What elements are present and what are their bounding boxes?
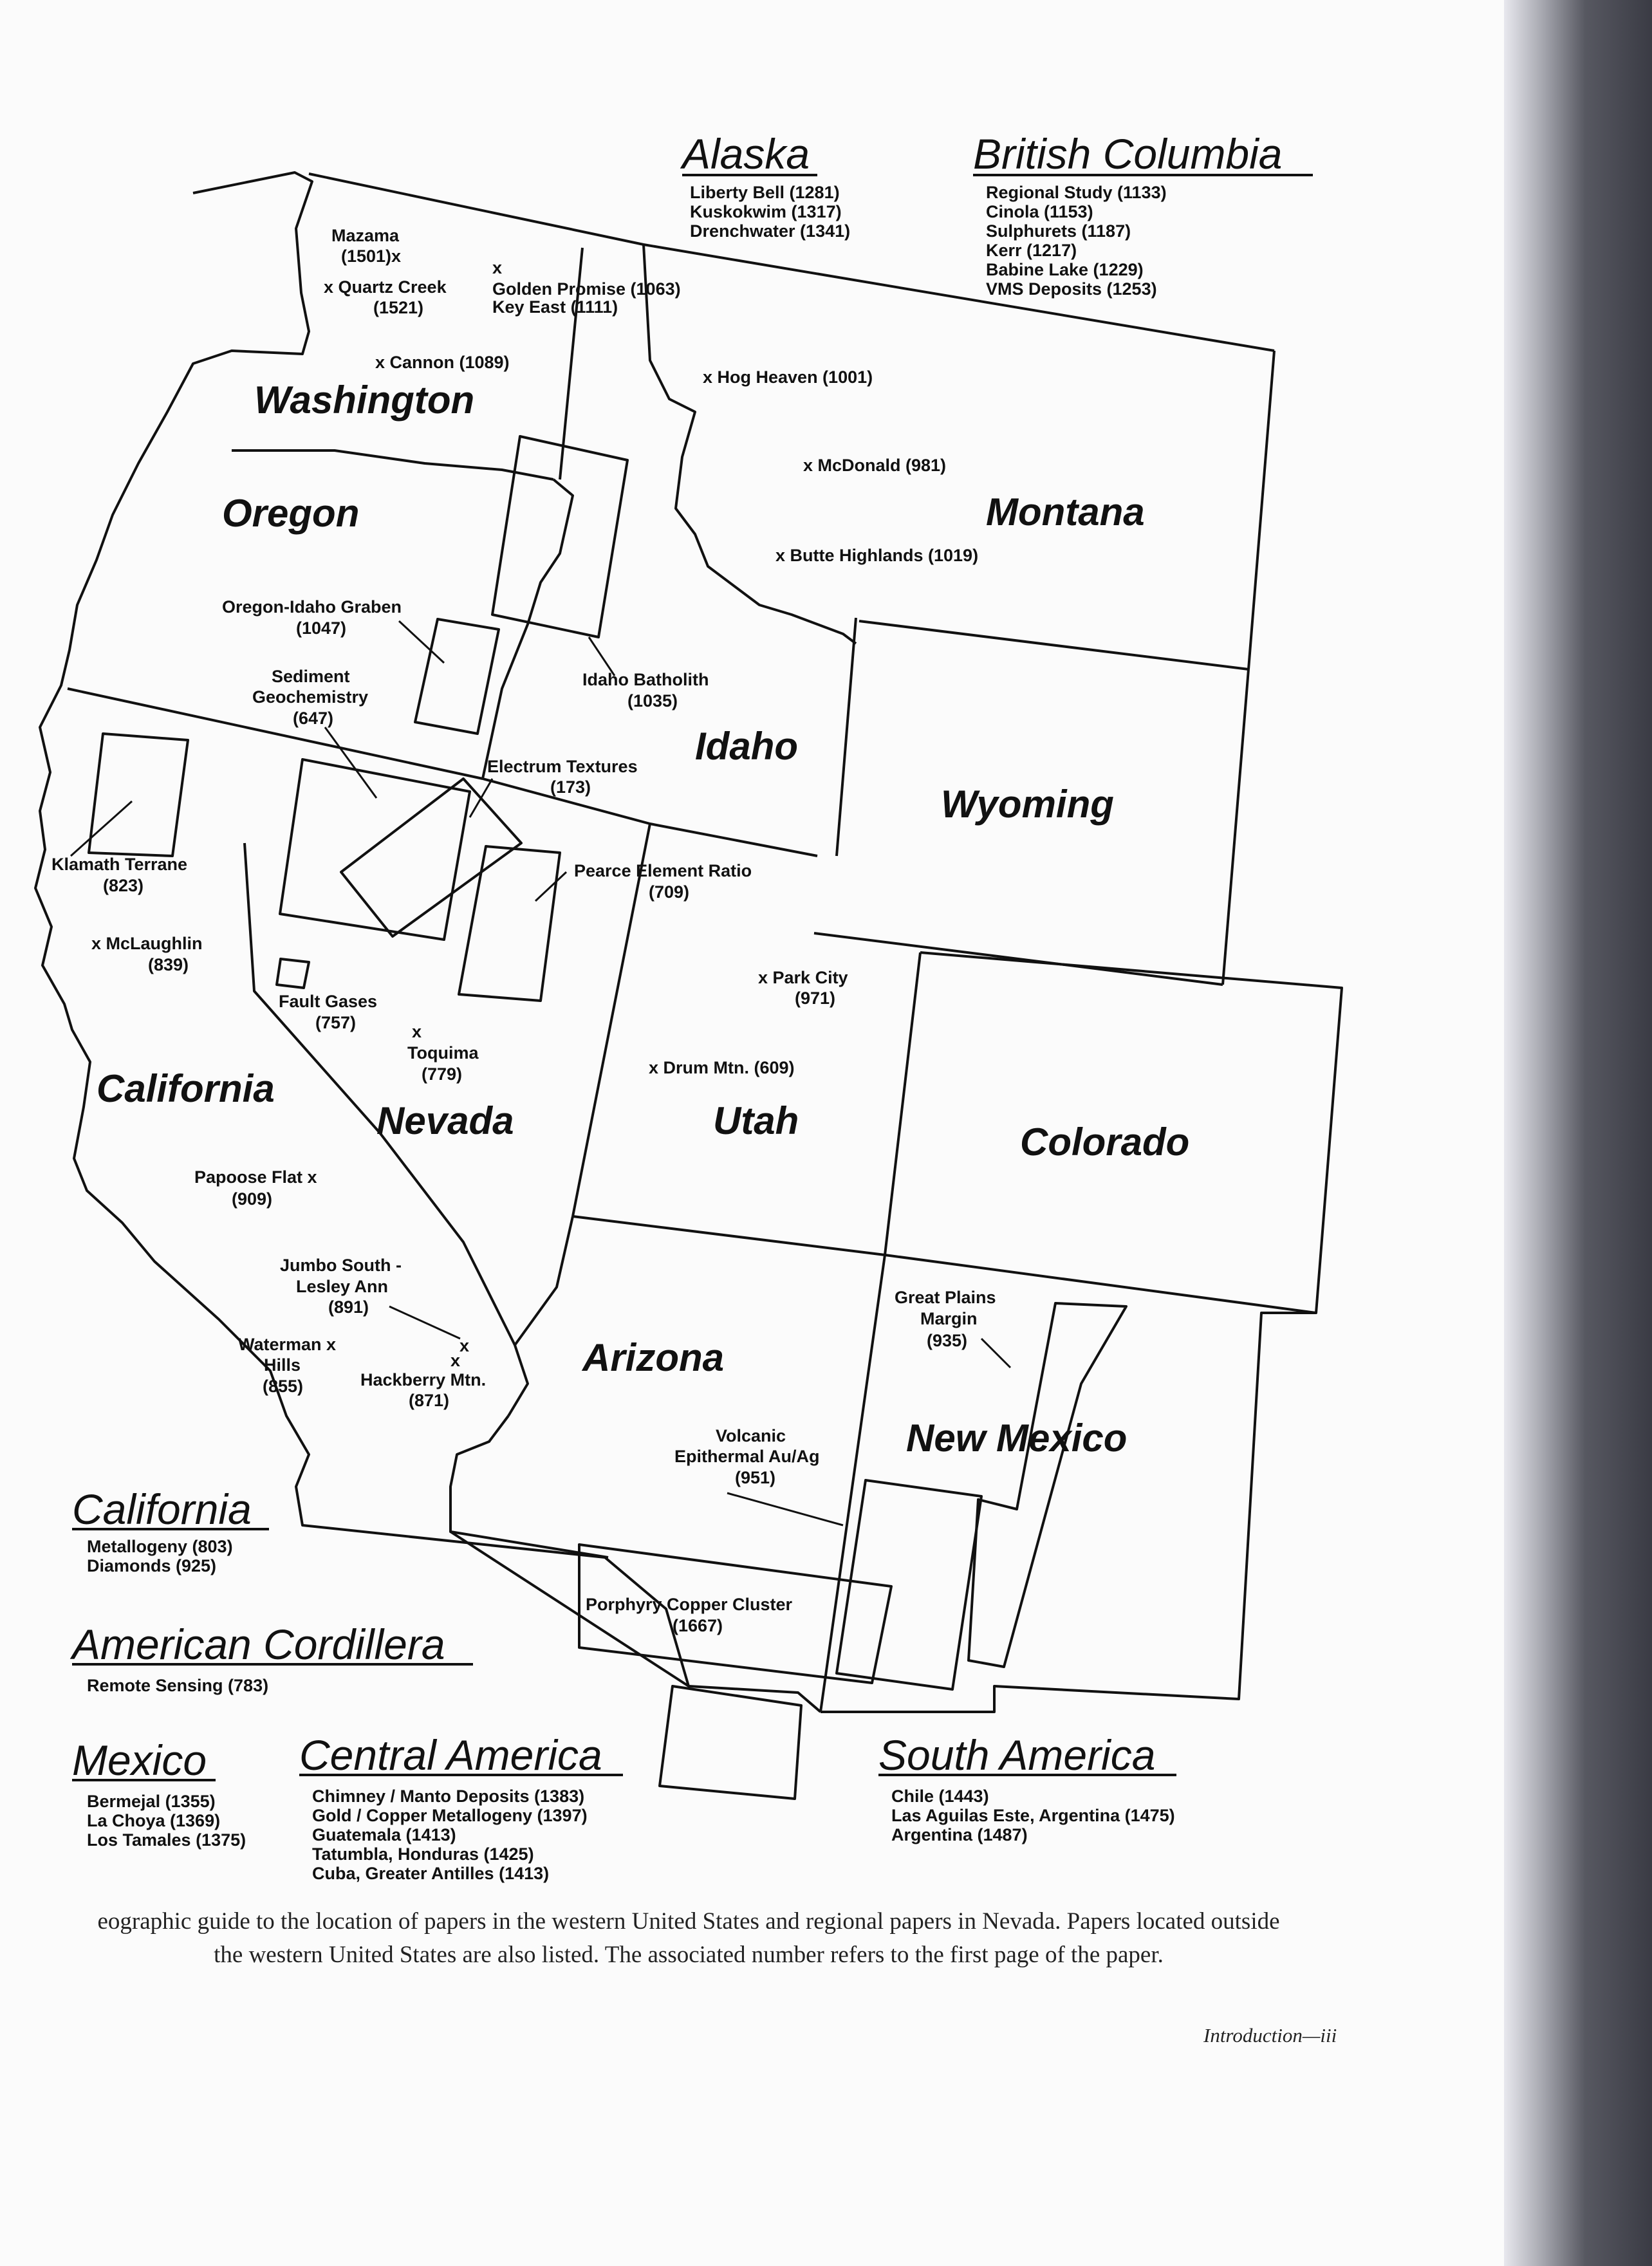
state-wyoming: Wyoming bbox=[941, 783, 1114, 826]
paper-ca-am-5: Cuba, Greater Antilles (1413) bbox=[312, 1864, 550, 1883]
svg-text:x Park City: x Park City bbox=[758, 968, 848, 987]
paper-mexico-3: Los Tamales (1375) bbox=[87, 1830, 246, 1850]
id-wy-border bbox=[837, 618, 856, 856]
state-new-mexico: New Mexico bbox=[906, 1416, 1128, 1460]
svg-text:(647): (647) bbox=[293, 709, 334, 728]
site-klamath-terrane bbox=[51, 855, 187, 895]
mexico-border bbox=[450, 1532, 821, 1712]
montana-east bbox=[1248, 351, 1274, 669]
svg-text:x Hog Heaven (1001): x Hog Heaven (1001) bbox=[703, 367, 873, 387]
svg-text:(951): (951) bbox=[735, 1468, 776, 1487]
site-drum-mtn bbox=[649, 1058, 795, 1077]
svg-text:Electrum Textures: Electrum Textures bbox=[487, 757, 638, 776]
svg-text:(909): (909) bbox=[232, 1189, 273, 1209]
wy-south bbox=[814, 933, 1223, 985]
region-title-american-cordillera: American Cordillera bbox=[72, 1621, 445, 1668]
paper-ca-1: Metallogeny (803) bbox=[87, 1537, 233, 1556]
state-washington: Washington bbox=[254, 378, 475, 422]
site-great-plains-margin bbox=[895, 1288, 996, 1350]
state-idaho: Idaho bbox=[695, 725, 798, 768]
page-footer: Introduction—iii bbox=[1203, 2024, 1337, 2047]
region-title-south-america: South America bbox=[878, 1731, 1156, 1779]
svg-text:(971): (971) bbox=[795, 989, 836, 1008]
arrow-electrum bbox=[470, 779, 492, 817]
site-mclaughlin bbox=[91, 934, 203, 974]
svg-text:(839): (839) bbox=[148, 955, 189, 974]
paper-sa-2: Las Aguilas Este, Argentina (1475) bbox=[891, 1806, 1175, 1825]
paper-mexico-1: Bermejal (1355) bbox=[87, 1792, 216, 1811]
electrum-textures-box bbox=[341, 779, 521, 936]
svg-text:Toquima: Toquima bbox=[407, 1043, 479, 1063]
svg-text:Great Plains: Great Plains bbox=[895, 1288, 996, 1307]
site-porphyry-copper-cluster bbox=[586, 1595, 793, 1635]
site-pearce-element-ratio bbox=[574, 861, 752, 902]
svg-text:Jumbo South -: Jumbo South - bbox=[280, 1256, 402, 1275]
oregon-idaho-graben-box bbox=[415, 619, 499, 734]
svg-text:(709): (709) bbox=[649, 882, 690, 902]
site-electrum-textures bbox=[487, 757, 638, 797]
arrow-sediment-geochem bbox=[325, 727, 376, 798]
svg-text:x Cannon (1089): x Cannon (1089) bbox=[375, 353, 510, 372]
id-mt-border bbox=[644, 245, 856, 644]
ut-south bbox=[573, 1216, 885, 1255]
state-colorado: Colorado bbox=[1020, 1120, 1190, 1164]
svg-text:Epithermal Au/Ag: Epithermal Au/Ag bbox=[674, 1447, 820, 1466]
fault-gases-box bbox=[277, 959, 309, 988]
arrow-pearce bbox=[535, 872, 566, 901]
caption-line-1: eographic guide to the location of papers in the western United States and regional papers in Nevada. Papers located outside bbox=[97, 1908, 1280, 1935]
paper-sa-1: Chile (1443) bbox=[891, 1787, 989, 1806]
svg-text:Key East (1111): Key East (1111) bbox=[492, 297, 618, 317]
region-title-california: California bbox=[72, 1485, 252, 1533]
svg-text:x: x bbox=[459, 1336, 470, 1355]
svg-text:Oregon-Idaho Graben: Oregon-Idaho Graben bbox=[222, 597, 402, 617]
site-toquima bbox=[407, 1022, 479, 1084]
site-jumbo-south bbox=[280, 1256, 402, 1317]
paper-ca-am-1: Chimney / Manto Deposits (1383) bbox=[312, 1787, 585, 1806]
svg-text:x Quartz Creek: x Quartz Creek bbox=[324, 277, 447, 297]
region-title-central-america: Central America bbox=[299, 1731, 602, 1779]
arrow-klamath bbox=[71, 801, 132, 856]
svg-text:x McLaughlin: x McLaughlin bbox=[91, 934, 203, 953]
paper-ca-2: Diamonds (925) bbox=[87, 1556, 217, 1575]
svg-text:(173): (173) bbox=[550, 777, 591, 797]
arrow-oregon-idaho-graben bbox=[399, 621, 444, 663]
paper-bc-3: Sulphurets (1187) bbox=[986, 221, 1131, 241]
svg-text:Klamath Terrane: Klamath Terrane bbox=[51, 855, 188, 874]
site-hackberry-mtn bbox=[360, 1336, 486, 1410]
state-borders bbox=[35, 172, 1342, 1712]
site-fault-gases bbox=[279, 992, 377, 1032]
paper-alaska-3: Drenchwater (1341) bbox=[690, 221, 851, 241]
pearce-element-ratio-box bbox=[459, 846, 560, 1001]
mexico-porphyry-box bbox=[660, 1686, 801, 1799]
svg-text:(779): (779) bbox=[422, 1064, 463, 1084]
svg-text:Hackberry Mtn.: Hackberry Mtn. bbox=[360, 1370, 487, 1389]
site-mazama bbox=[331, 226, 401, 266]
paper-bc-5: Babine Lake (1229) bbox=[986, 260, 1144, 279]
id-south-border bbox=[483, 779, 817, 856]
svg-text:x McDonald (981): x McDonald (981) bbox=[803, 456, 947, 475]
great-plains-box bbox=[969, 1303, 1126, 1667]
wa-or-border bbox=[232, 450, 553, 479]
svg-text:(1047): (1047) bbox=[296, 618, 347, 638]
region-title-mexico: Mexico bbox=[72, 1736, 207, 1784]
svg-text:x: x bbox=[492, 258, 503, 277]
svg-text:Pearce Element Ratio: Pearce Element Ratio bbox=[574, 861, 752, 880]
paper-bc-6: VMS Deposits (1253) bbox=[986, 279, 1157, 299]
svg-text:(1521): (1521) bbox=[373, 298, 424, 317]
svg-text:Golden Promise (1063): Golden Promise (1063) bbox=[492, 279, 681, 299]
svg-text:Idaho Batholith: Idaho Batholith bbox=[582, 670, 709, 689]
paper-sa-3: Argentina (1487) bbox=[891, 1825, 1028, 1844]
ut-east bbox=[885, 952, 920, 1255]
site-cannon bbox=[375, 353, 510, 372]
svg-text:Lesley Ann: Lesley Ann bbox=[296, 1277, 389, 1296]
paper-bc-1: Regional Study (1133) bbox=[986, 183, 1167, 202]
state-california: California bbox=[97, 1067, 275, 1110]
svg-text:Mazama: Mazama bbox=[331, 226, 400, 245]
volcanic-epithermal-box bbox=[837, 1480, 981, 1689]
site-sediment-geochemistry bbox=[252, 667, 368, 728]
state-nevada: Nevada bbox=[376, 1099, 514, 1142]
site-waterman-hills bbox=[238, 1335, 336, 1396]
svg-text:Margin: Margin bbox=[920, 1309, 978, 1328]
paper-alaska-1: Liberty Bell (1281) bbox=[690, 183, 840, 202]
svg-text:Porphyry Copper Cluster: Porphyry Copper Cluster bbox=[586, 1595, 793, 1614]
klamath-terrane-box bbox=[89, 734, 188, 856]
state-montana: Montana bbox=[986, 490, 1145, 534]
svg-text:Fault Gases: Fault Gases bbox=[279, 992, 378, 1011]
svg-text:Waterman x: Waterman x bbox=[238, 1335, 337, 1354]
paper-ca-am-4: Tatumbla, Honduras (1425) bbox=[312, 1844, 534, 1864]
svg-text:(823): (823) bbox=[103, 876, 144, 895]
svg-text:Hills: Hills bbox=[264, 1355, 301, 1375]
site-hog-heaven bbox=[703, 367, 873, 387]
nv-az-border bbox=[515, 1216, 573, 1345]
az-nm-border bbox=[821, 1255, 885, 1712]
mt-wy-border bbox=[859, 621, 1248, 669]
svg-text:Papoose Flat x: Papoose Flat x bbox=[194, 1167, 317, 1187]
site-park-city bbox=[758, 968, 848, 1008]
paper-mexico-2: La Choya (1369) bbox=[87, 1811, 221, 1830]
paper-alaska-2: Kuskokwim (1317) bbox=[690, 202, 842, 221]
wy-east bbox=[1223, 669, 1248, 985]
svg-text:(1501)x: (1501)x bbox=[341, 246, 402, 266]
state-arizona: Arizona bbox=[582, 1336, 725, 1379]
svg-text:Geochemistry: Geochemistry bbox=[252, 687, 369, 707]
caption-line-2: the western United States are also listed. The associated number refers to the first page of the paper. bbox=[214, 1942, 1164, 1968]
paper-ca-am-2: Gold / Copper Metallogeny (1397) bbox=[312, 1806, 588, 1825]
svg-text:(1035): (1035) bbox=[627, 691, 678, 710]
paper-cordillera-1: Remote Sensing (783) bbox=[87, 1676, 269, 1695]
figure-caption bbox=[0, 1905, 1377, 1972]
svg-text:x: x bbox=[450, 1351, 461, 1370]
site-papoose-flat bbox=[194, 1167, 317, 1209]
state-labels bbox=[97, 378, 1189, 1460]
site-golden-promise bbox=[492, 258, 681, 317]
nv-ut-border bbox=[573, 824, 650, 1216]
paper-bc-4: Kerr (1217) bbox=[986, 241, 1077, 260]
arrow-jumbo bbox=[389, 1306, 460, 1339]
svg-text:(935): (935) bbox=[927, 1331, 968, 1350]
svg-text:(757): (757) bbox=[315, 1013, 357, 1032]
svg-text:Sediment: Sediment bbox=[272, 667, 350, 686]
svg-text:(871): (871) bbox=[409, 1391, 450, 1410]
arrow-great-plains bbox=[981, 1339, 1010, 1368]
paper-bc-2: Cinola (1153) bbox=[986, 202, 1093, 221]
site-oregon-idaho-graben bbox=[222, 597, 402, 638]
state-utah: Utah bbox=[713, 1099, 799, 1142]
svg-text:(1667): (1667) bbox=[673, 1616, 723, 1635]
state-oregon: Oregon bbox=[222, 492, 360, 535]
arrow-volcanic bbox=[727, 1493, 843, 1525]
region-title-alaska: Alaska bbox=[682, 130, 810, 178]
site-volcanic-epithermal bbox=[674, 1426, 820, 1487]
svg-text:x Butte Highlands (1019): x Butte Highlands (1019) bbox=[775, 546, 979, 565]
site-idaho-batholith bbox=[582, 670, 709, 710]
svg-text:Volcanic: Volcanic bbox=[716, 1426, 786, 1445]
region-title-british-columbia: British Columbia bbox=[973, 130, 1283, 178]
svg-text:(855): (855) bbox=[263, 1377, 304, 1396]
nm-east bbox=[821, 1313, 1316, 1712]
svg-text:x Drum Mtn. (609): x Drum Mtn. (609) bbox=[649, 1058, 795, 1077]
az-ca-border bbox=[450, 1416, 608, 1557]
svg-text:x: x bbox=[412, 1022, 422, 1041]
site-butte-highlands bbox=[775, 546, 978, 565]
site-quartz-creek bbox=[324, 277, 447, 317]
svg-text:(891): (891) bbox=[328, 1297, 369, 1317]
site-mcdonald bbox=[803, 456, 946, 475]
paper-ca-am-3: Guatemala (1413) bbox=[312, 1825, 456, 1844]
